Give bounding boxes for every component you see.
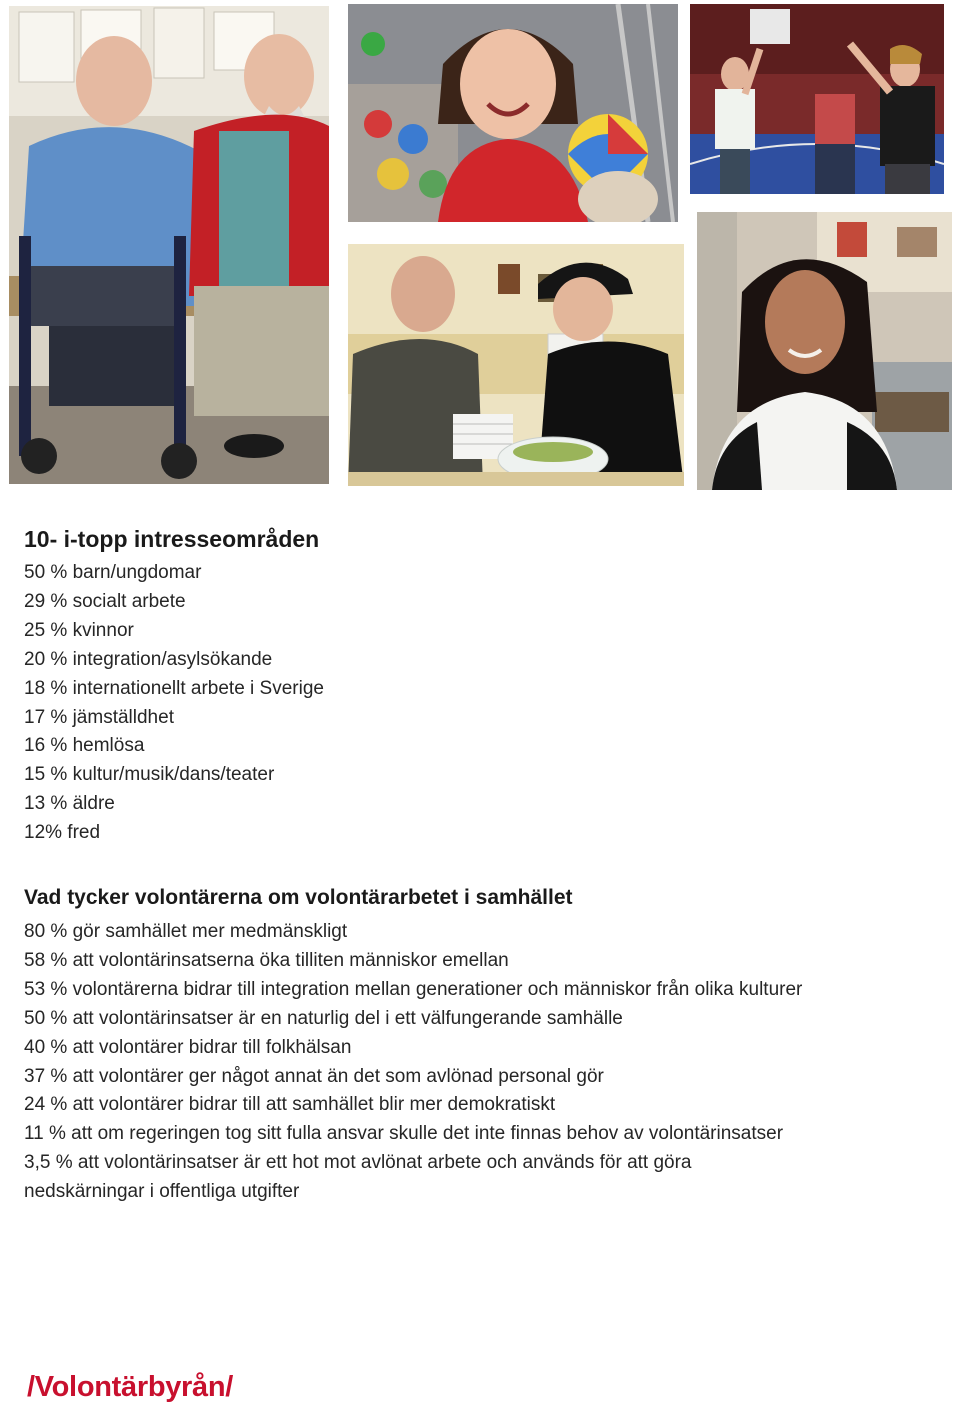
list-item: 53 % volontärerna bidrar till integration mellan generationer och människor från olika kulturer bbox=[24, 978, 803, 1000]
interests-list bbox=[24, 559, 944, 848]
list-item: 24 % att volontärer bidrar till att samhället blir mer demokratiskt bbox=[24, 1094, 556, 1116]
photo-kitchen-volunteers bbox=[348, 244, 684, 486]
list-item: 3,5 % att volontärinsatser är ett hot mot avlönat arbete och används för att göra nedskärningar i offentliga utgifter bbox=[24, 1152, 692, 1203]
interests-section bbox=[24, 524, 944, 848]
photo-woman-red-jacket bbox=[348, 4, 678, 222]
list-item: 40 % att volontärer bidrar till folkhälsan bbox=[24, 1036, 352, 1058]
list-item: 17 % jämställdhet bbox=[24, 706, 174, 728]
list-item: 50 % barn/ungdomar bbox=[24, 562, 202, 583]
list-item: 20 % integration/asylsökande bbox=[24, 648, 273, 670]
interests-heading: 10- i-topp intresseområden bbox=[24, 526, 320, 552]
photo-young-woman bbox=[697, 212, 952, 490]
list-item: 29 % socialt arbete bbox=[24, 590, 186, 612]
list-item: 37 % att volontärer ger något annat än det som avlönad personal gör bbox=[24, 1065, 604, 1087]
opinions-section bbox=[24, 883, 944, 1207]
list-item: 11 % att om regeringen tog sitt fulla ansvar skulle det inte finnas behov av volontärinsatser bbox=[24, 1123, 784, 1145]
list-item: 58 % att volontärinsatserna öka tilliten människor emellan bbox=[24, 949, 509, 971]
list-item: 13 % äldre bbox=[24, 793, 115, 815]
photo-sports-hall bbox=[690, 4, 944, 194]
photo-seniors bbox=[9, 6, 329, 484]
list-item: 15 % kultur/musik/dans/teater bbox=[24, 764, 275, 786]
list-item: 50 % att volontärinsatser är en naturlig del i ett välfungerande samhälle bbox=[24, 1007, 623, 1029]
list-item: 25 % kvinnor bbox=[24, 619, 134, 641]
list-item: 80 % gör samhället mer medmänskligt bbox=[24, 921, 348, 942]
opinions-list bbox=[24, 918, 944, 1207]
list-item: 12% fred bbox=[24, 822, 101, 844]
opinions-heading: Vad tycker volontärerna om volontärarbetet i samhället bbox=[24, 886, 573, 909]
list-item: 18 % internationellt arbete i Sverige bbox=[24, 677, 324, 699]
list-item: 16 % hemlösa bbox=[24, 735, 145, 757]
volontarbyran-logo: /Volontärbyrån/ bbox=[27, 1371, 234, 1403]
